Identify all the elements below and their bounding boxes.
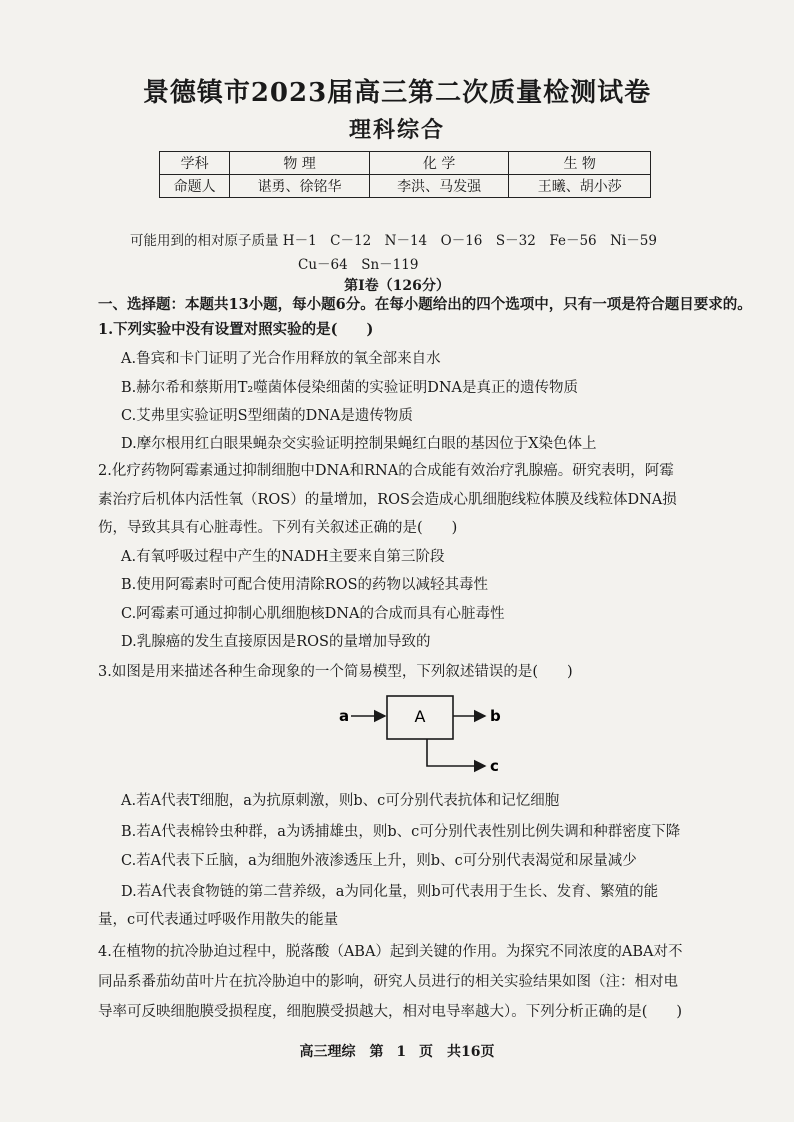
q1-option-d: D.摩尔根用红白眼果蝇杂交实验证明控制果蝇红白眼的基因位于X染色体上 <box>121 436 597 452</box>
table-cell: 谌勇、徐铭华 <box>230 175 370 198</box>
table-row <box>160 152 651 175</box>
q3-option-c: C.若A代表下丘脑，a为细胞外液渗透压上升，则b、c可分别代表渴觉和尿量减少 <box>121 853 637 869</box>
diagram-output-c-label: c <box>490 757 499 775</box>
q4-stem-line2: 同品系番茄幼苗叶片在抗冷胁迫中的影响，研究人员进行的相关实验结果如图（注：相对电 <box>98 974 678 990</box>
table-cell: 李洪、马发强 <box>369 175 509 198</box>
q1-option-a: A.鲁宾和卡门证明了光合作用释放的氧全部来自水 <box>121 351 441 367</box>
q3-option-a: A.若A代表T细胞，a为抗原刺激，则b、c可分别代表抗体和记忆细胞 <box>121 793 560 809</box>
q3-option-b: B.若A代表棉铃虫种群，a为诱捕雄虫，则b、c可分别代表性别比例失调和种群密度下降 <box>121 824 681 840</box>
q4-stem-line1: 4.在植物的抗冷胁迫过程中，脱落酸（ABA）起到关键的作用。为探究不同浓度的ABA对不 <box>98 944 683 960</box>
table-cell: 王曦、胡小莎 <box>509 175 651 198</box>
diagram-input-label: a <box>339 707 350 725</box>
exam-subtitle: 理科综合 <box>348 117 445 143</box>
table-cell: 学科 <box>160 152 230 175</box>
q2-stem-line2: 素治疗后机体内活性氧（ROS）的量增加，ROS会造成心肌细胞线粒体膜及线粒体DNA损 <box>98 492 677 508</box>
atomic-masses-line2: Cu－64 Sn－119 <box>298 257 419 273</box>
diagram-box-label: A <box>414 707 426 726</box>
exam-title: 景德镇市2023届高三第二次质量检测试卷 <box>142 78 652 108</box>
q1-stem: 1.下列实验中没有设置对照实验的是( ) <box>98 321 374 338</box>
q1-option-c: C.艾弗里实验证明S型细菌的DNA是遗传物质 <box>121 408 413 424</box>
q3-stem: 3.如图是用来描述各种生命现象的一个简易模型，下列叙述错误的是( ) <box>98 664 573 680</box>
q3-option-d-line2: 量，c可代表通过呼吸作用散失的能量 <box>98 912 339 928</box>
q2-option-a: A.有氧呼吸过程中产生的NADH主要来自第三阶段 <box>121 549 445 565</box>
q2-option-b: B.使用阿霉素时可配合使用清除ROS的药物以减轻其毒性 <box>121 577 489 593</box>
table-cell: 物 理 <box>230 152 370 175</box>
q4-stem-line3: 导率可反映细胞膜受损程度，细胞膜受损越大，相对电导率越大）。下列分析正确的是( ) <box>98 1004 683 1020</box>
q2-stem-line1: 2.化疗药物阿霉素通过抑制细胞中DNA和RNA的合成能有效治疗乳腺癌。研究表明，阿霉 <box>98 463 674 479</box>
table-row <box>160 175 651 198</box>
model-diagram <box>335 690 515 780</box>
volume-heading: 第Ⅰ卷（126分） <box>344 278 450 294</box>
q2-option-d: D.乳腺癌的发生直接原因是ROS的量增加导致的 <box>121 634 431 650</box>
q2-option-c: C.阿霉素可通过抑制心肌细胞核DNA的合成而具有心脏毒性 <box>121 606 505 622</box>
section-heading: 一、选择题：本题共13小题，每小题6分。在每小题给出的四个选项中，只有一项是符合题目要求的。 <box>98 296 752 313</box>
q1-option-b: B.赫尔希和蔡斯用T₂噬菌体侵染细菌的实验证明DNA是真正的遗传物质 <box>121 380 579 396</box>
q2-stem-line3: 伤，导致其具有心脏毒性。下列有关叙述正确的是( ) <box>98 520 458 536</box>
diagram-output-c-arrow <box>427 739 485 766</box>
table-cell: 生 物 <box>509 152 651 175</box>
authors-table <box>159 151 651 198</box>
page-footer: 高三理综 第 1 页 共16页 <box>299 1044 495 1060</box>
table-cell: 化 学 <box>369 152 509 175</box>
q3-option-d-line1: D.若A代表食物链的第二营养级，a为同化量，则b可代表用于生长、发育、繁殖的能 <box>121 884 659 900</box>
atomic-masses-line1: 可能用到的相对原子质量 H－1 C－12 N－14 O－16 S－32 Fe－56 Ni－59 <box>130 233 657 249</box>
table-cell: 命题人 <box>160 175 230 198</box>
diagram-output-b-label: b <box>490 707 501 725</box>
